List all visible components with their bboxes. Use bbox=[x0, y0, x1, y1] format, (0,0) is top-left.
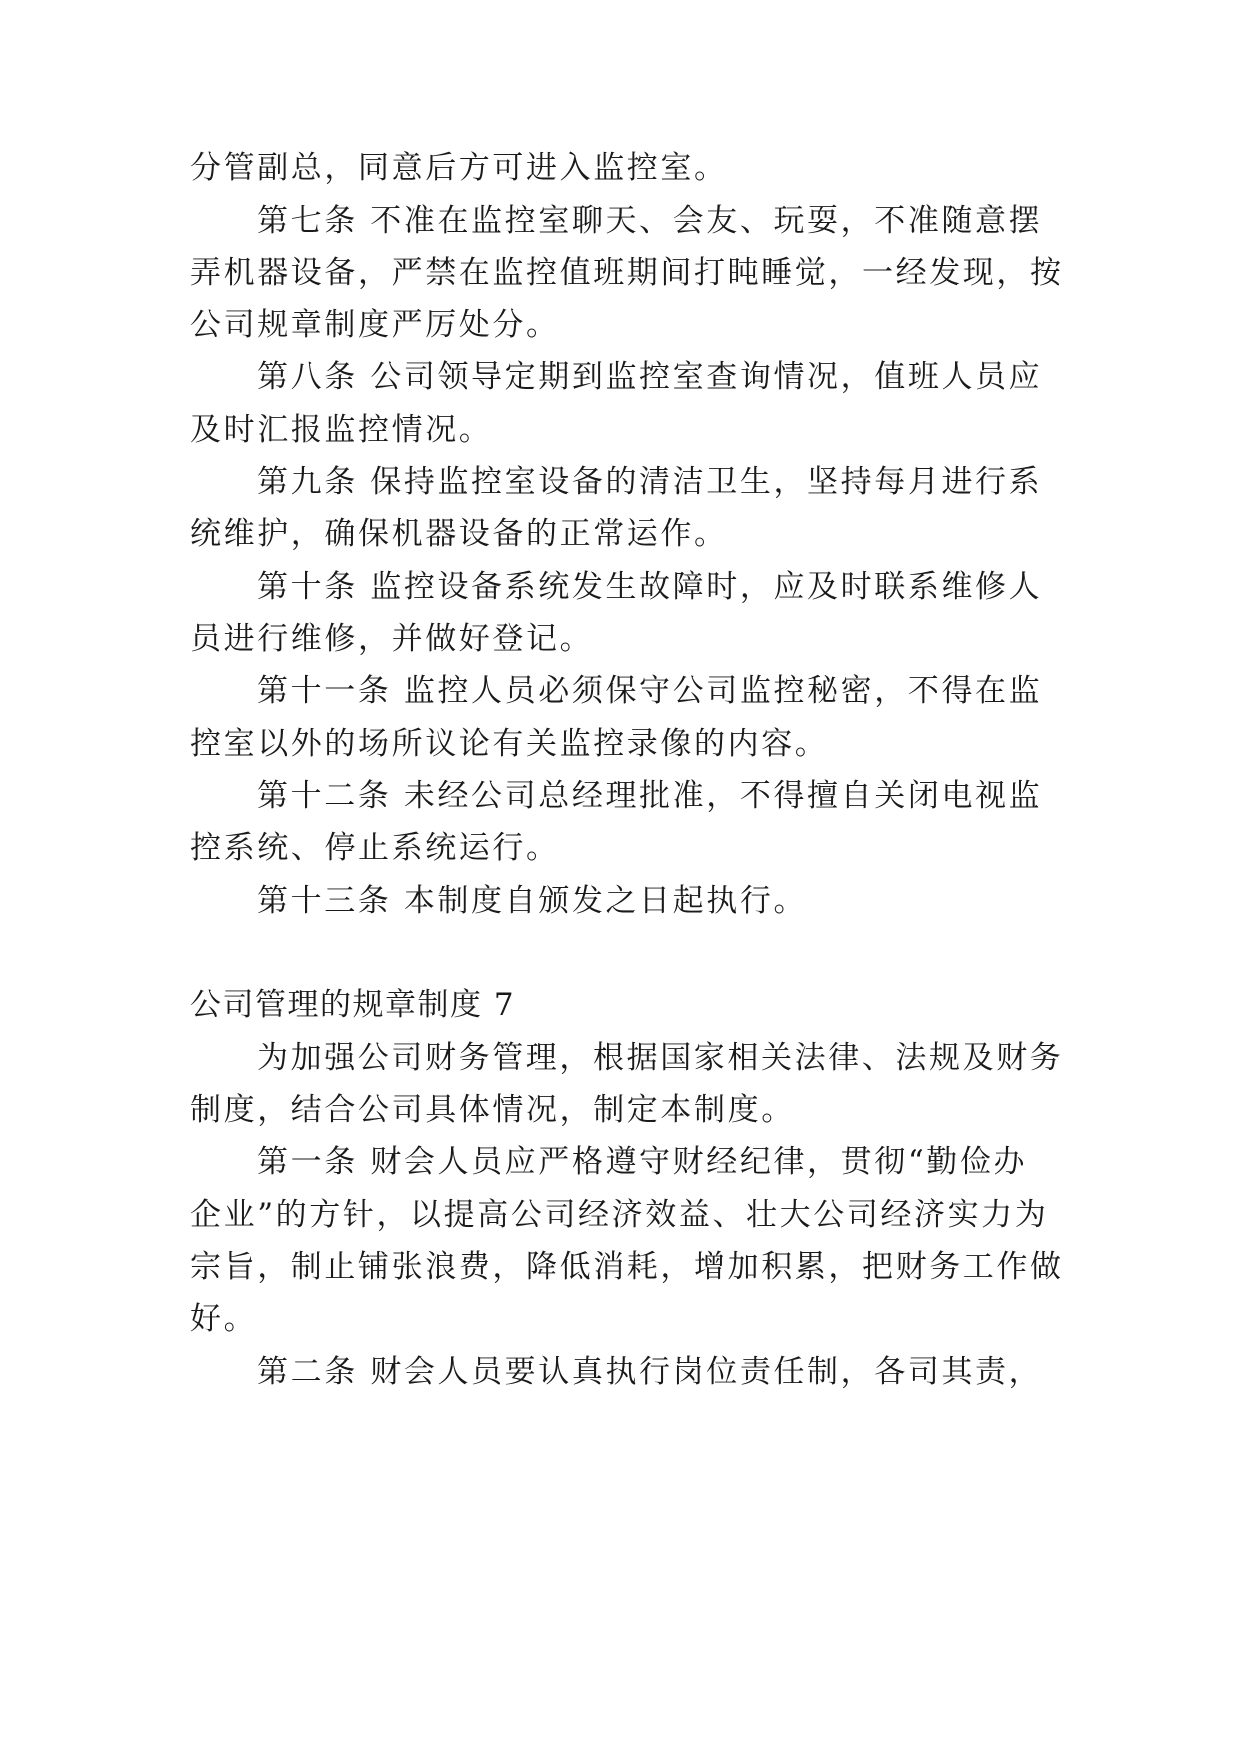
article-12-line: 第十二条 未经公司总经理批准，不得擅自关闭电视监 bbox=[257, 778, 1043, 814]
intro-line: 为加强公司财务管理，根据国家相关法律、法规及财务 bbox=[257, 1040, 1064, 1076]
text-line: 公司规章制度严厉处分。 bbox=[190, 307, 560, 343]
text-line: 弄机器设备，严禁在监控值班期间打盹睡觉，一经发现，按 bbox=[190, 255, 1064, 291]
text-line: 员进行维修，并做好登记。 bbox=[190, 621, 594, 657]
text-line: 宗旨，制止铺张浪费，降低消耗，增加积累，把财务工作做 bbox=[190, 1249, 1064, 1285]
text-line: 统维护，确保机器设备的正常运作。 bbox=[190, 516, 728, 552]
article-13-line: 第十三条 本制度自颁发之日起执行。 bbox=[257, 883, 808, 919]
article-11-line: 第十一条 监控人员必须保守公司监控秘密，不得在监 bbox=[257, 673, 1043, 709]
article-1-line: 第一条 财会人员应严格遵守财经纪律，贯彻“勤俭办 bbox=[257, 1144, 1028, 1180]
article-9-line: 第九条 保持监控室设备的清洁卫生，坚持每月进行系 bbox=[257, 464, 1043, 500]
text-line: 及时汇报监控情况。 bbox=[190, 412, 493, 448]
text-line: 企业”的方针，以提高公司经济效益、壮大公司经济实力为 bbox=[190, 1197, 1049, 1233]
text-line: 制度，结合公司具体情况，制定本制度。 bbox=[190, 1092, 795, 1128]
text-line: 好。 bbox=[190, 1301, 258, 1337]
article-8-line: 第八条 公司领导定期到监控室查询情况，值班人员应 bbox=[257, 359, 1043, 395]
text-line: 分管副总，同意后方可进入监控室。 bbox=[190, 150, 728, 186]
text-line: 控系统、停止系统运行。 bbox=[190, 830, 560, 866]
section-heading: 公司管理的规章制度 7 bbox=[190, 987, 516, 1023]
text-line: 控室以外的场所议论有关监控录像的内容。 bbox=[190, 726, 829, 762]
article-2-line: 第二条 财会人员要认真执行岗位责任制，各司其责， bbox=[257, 1354, 1043, 1390]
article-10-line: 第十条 监控设备系统发生故障时，应及时联系维修人 bbox=[257, 569, 1043, 605]
article-7-line: 第七条 不准在监控室聊天、会友、玩耍，不准随意摆 bbox=[257, 203, 1043, 239]
